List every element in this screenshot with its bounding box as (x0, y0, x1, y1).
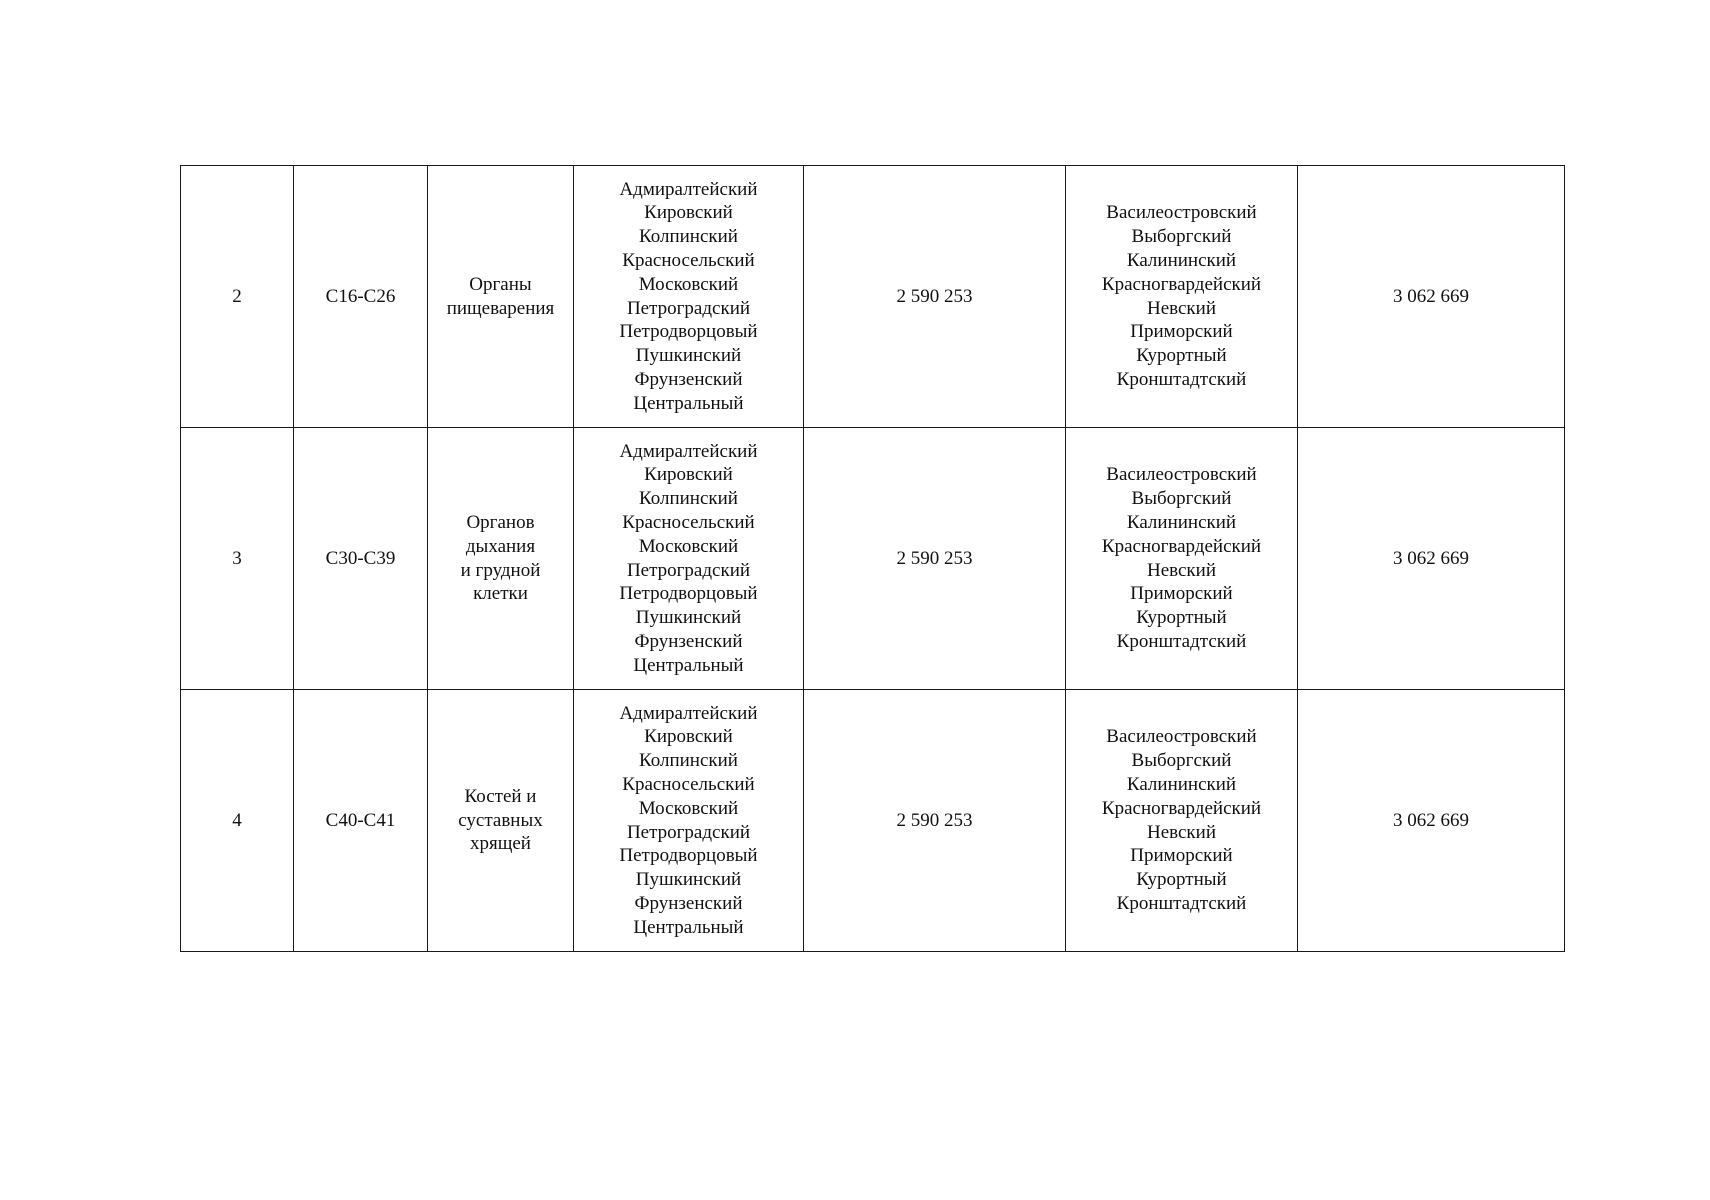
cell-line: Выборгский (1131, 750, 1232, 772)
amount-group-b-cell: 3 062 669 (1298, 428, 1565, 690)
organ-cell (428, 690, 574, 952)
organ-cell (428, 428, 574, 690)
cell-line: Петроградский (626, 559, 751, 581)
organ-cell-lines (434, 511, 567, 606)
cell-line: Кронштадтский (1116, 892, 1247, 914)
districts-group-b-cell (1066, 428, 1298, 690)
cell-line: Петродворцовый (619, 321, 758, 343)
cell-line: Курортный (1136, 869, 1227, 891)
districts-group-a-cell (574, 690, 804, 952)
cell-line: Красносельский (622, 773, 755, 795)
cell-line: Василеостровский (1106, 464, 1257, 486)
table-row (181, 428, 1565, 690)
amount-group-a-cell: 2 590 253 (804, 428, 1066, 690)
cell-line: Московский (638, 535, 739, 557)
table-row (181, 166, 1565, 428)
cell-line: Василеостровский (1106, 726, 1257, 748)
cell-line: Кировский (644, 464, 733, 486)
districts-group-a-cell (574, 428, 804, 690)
cell-line: Московский (638, 797, 739, 819)
row-number-cell: 4 (181, 690, 294, 952)
cell-line: Петроградский (626, 821, 751, 843)
cell-line: Кронштадтский (1116, 368, 1247, 390)
cell-line: Фрунзенский (634, 892, 743, 914)
icd-code-cell: С40-С41 (294, 690, 428, 952)
table-row (181, 690, 1565, 952)
districts-group-b-cell-lines (1072, 463, 1291, 653)
cell-line: Колпинский (639, 750, 738, 772)
cell-line: Приморский (1130, 321, 1233, 343)
cell-line: Кировский (644, 202, 733, 224)
cell-line: Петроградский (626, 297, 751, 319)
cell-line: Центральный (633, 916, 744, 938)
cell-line: Кировский (644, 726, 733, 748)
cell-line: Калининский (1126, 249, 1237, 271)
cell-line: Невский (1146, 559, 1216, 581)
cell-line: Центральный (633, 392, 744, 414)
amount-group-a-cell: 2 590 253 (804, 166, 1066, 428)
organ-cell (428, 166, 574, 428)
cell-line: Органы (469, 273, 532, 295)
cell-line: Органов (466, 511, 535, 533)
row-number-cell: 2 (181, 166, 294, 428)
cell-line: Василеостровский (1106, 202, 1257, 224)
cell-line: Петродворцовый (619, 845, 758, 867)
cell-line: Красногвардейский (1101, 797, 1262, 819)
icd-code-cell: С30-С39 (294, 428, 428, 690)
cell-line: Красногвардейский (1101, 273, 1262, 295)
districts-group-b-cell (1066, 690, 1298, 952)
cell-line: Невский (1146, 821, 1216, 843)
cell-line: Адмиралтейский (619, 440, 758, 462)
tariff-table (180, 165, 1565, 952)
cell-line: Красносельский (622, 511, 755, 533)
table-body (181, 166, 1565, 952)
cell-line: и грудной (460, 559, 541, 581)
cell-line: Адмиралтейский (619, 702, 758, 724)
cell-line: Колпинский (639, 488, 738, 510)
districts-group-a-cell-lines (580, 702, 797, 940)
cell-line: Калининский (1126, 773, 1237, 795)
districts-group-a-cell-lines (580, 440, 797, 678)
row-number-cell: 3 (181, 428, 294, 690)
cell-line: Приморский (1130, 583, 1233, 605)
cell-line: Колпинский (639, 226, 738, 248)
amount-group-b-cell: 3 062 669 (1298, 166, 1565, 428)
districts-group-b-cell-lines (1072, 201, 1291, 391)
cell-line: Фрунзенский (634, 368, 743, 390)
organ-cell-lines (434, 273, 567, 321)
cell-line: Красносельский (622, 249, 755, 271)
amount-group-a-cell: 2 590 253 (804, 690, 1066, 952)
cell-line: Выборгский (1131, 226, 1232, 248)
cell-line: Пушкинский (635, 869, 742, 891)
cell-line: хрящей (470, 833, 531, 855)
cell-line: пищеварения (446, 297, 555, 319)
cell-line: Костей и (464, 785, 537, 807)
districts-group-b-cell-lines (1072, 725, 1291, 915)
cell-line: Центральный (633, 654, 744, 676)
cell-line: Приморский (1130, 845, 1233, 867)
cell-line: Выборгский (1131, 488, 1232, 510)
cell-line: клетки (473, 583, 528, 605)
icd-code-cell: С16-С26 (294, 166, 428, 428)
cell-line: Красногвардейский (1101, 535, 1262, 557)
cell-line: Московский (638, 273, 739, 295)
cell-line: суставных (458, 809, 543, 831)
districts-group-a-cell-lines (580, 178, 797, 416)
cell-line: Калининский (1126, 511, 1237, 533)
cell-line: Курортный (1136, 345, 1227, 367)
cell-line: Адмиралтейский (619, 178, 758, 200)
organ-cell-lines (434, 785, 567, 856)
amount-group-b-cell: 3 062 669 (1298, 690, 1565, 952)
cell-line: Кронштадтский (1116, 630, 1247, 652)
districts-group-a-cell (574, 166, 804, 428)
cell-line: дыхания (465, 535, 536, 557)
cell-line: Курортный (1136, 607, 1227, 629)
districts-group-b-cell (1066, 166, 1298, 428)
cell-line: Невский (1146, 297, 1216, 319)
cell-line: Пушкинский (635, 345, 742, 367)
cell-line: Фрунзенский (634, 630, 743, 652)
cell-line: Петродворцовый (619, 583, 758, 605)
cell-line: Пушкинский (635, 607, 742, 629)
